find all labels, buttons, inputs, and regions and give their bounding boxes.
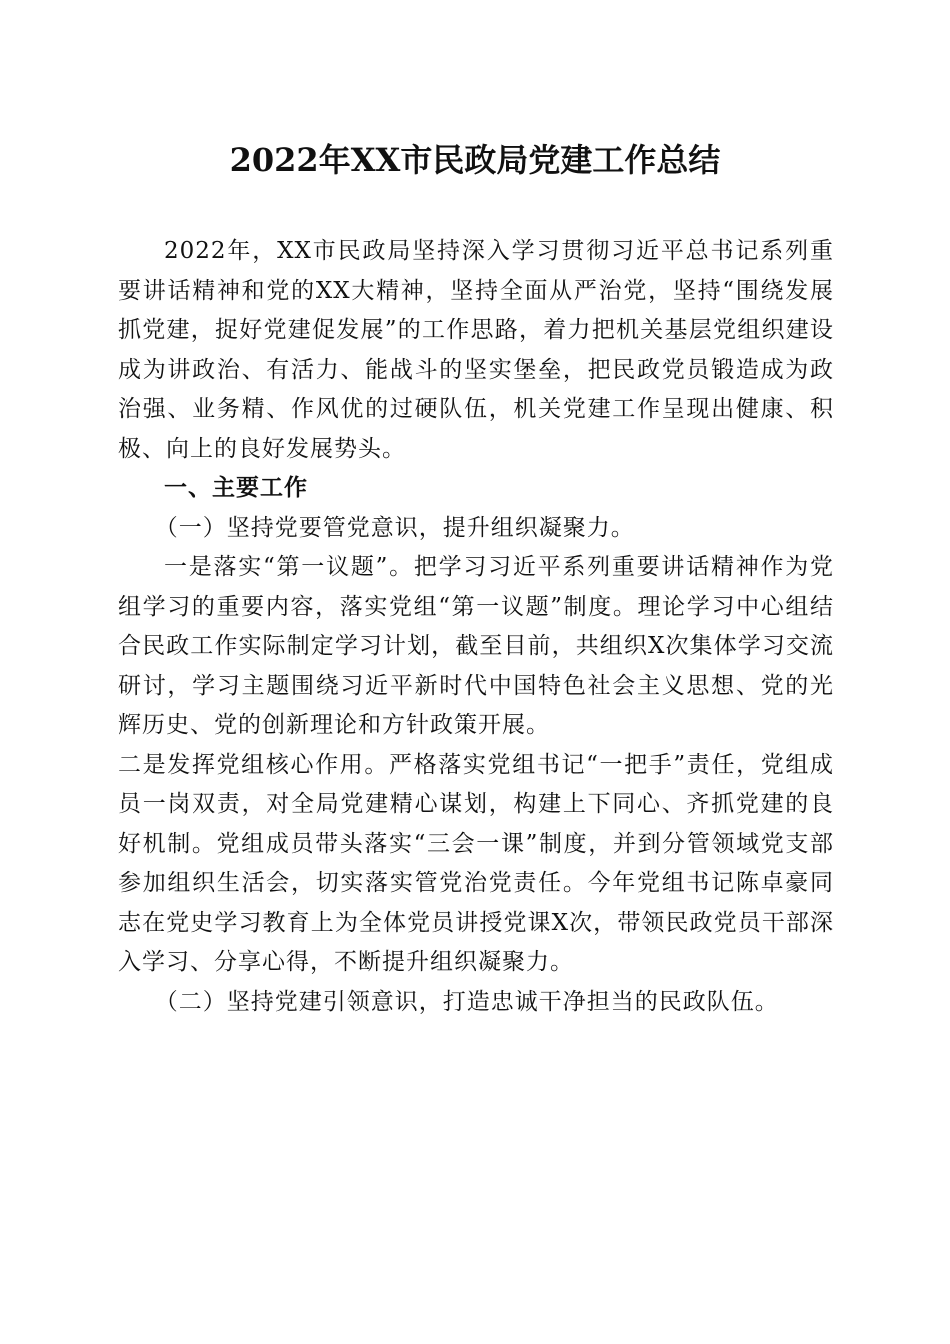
document-title: 2022年XX市民政局党建工作总结 — [229, 141, 721, 179]
section-heading-main-work: 一、主要工作 — [164, 475, 308, 501]
intro-paragraph: 2022年，XX市民政局坚持深入学习贯彻习近平总书记系列重要讲话精神和党的XX大精神，坚持全面从严治党，坚持“围绕发展抓党建，捉好党建促发展”的工作思路，着力把机关基层党组织建设成为讲政治、有活力、能战斗的坚实堡垒，把民政党员锻造成为政治强、业务精、作风优的过硬队伍，机关党建工作呈现出健康、积极、向上的良好发展势头。 — [118, 238, 834, 462]
subsection-heading-1: （一）坚持党要管党意识，提升组织凝聚力。 — [154, 514, 635, 541]
document-body — [118, 232, 834, 1022]
paragraph-party-core-role: 二是发挥党组核心作用。严格落实党组书记“一把手”责任，党组成员一岗双责，对全局党建精心谋划，构建上下同心、齐抓党建的良好机制。党组成员带头落实“三会一课”制度，并到分管领域党支部参加组织生活会，切实落实管党治党责任。今年党组书记陈卓豪同志在党史学习教育上为全体党员讲授党课X次，带领民政党员干部深入学习、分享心得，不断提升组织凝聚力。 — [118, 751, 834, 975]
paragraph-first-topic: 一是落实“第一议题”。把学习习近平系列重要讲话精神作为党组学习的重要内容，落实党组“第一议题”制度。理论学习中心组结合民政工作实际制定学习计划，截至目前，共组织X次集体学习交流研讨，学习主题围绕习近平新时代中国特色社会主义思想、党的光辉历史、党的创新理论和方针政策开展。 — [118, 554, 834, 738]
subsection-heading-2: （二）坚持党建引领意识，打造忠诚干净担当的民政队伍。 — [154, 988, 779, 1015]
